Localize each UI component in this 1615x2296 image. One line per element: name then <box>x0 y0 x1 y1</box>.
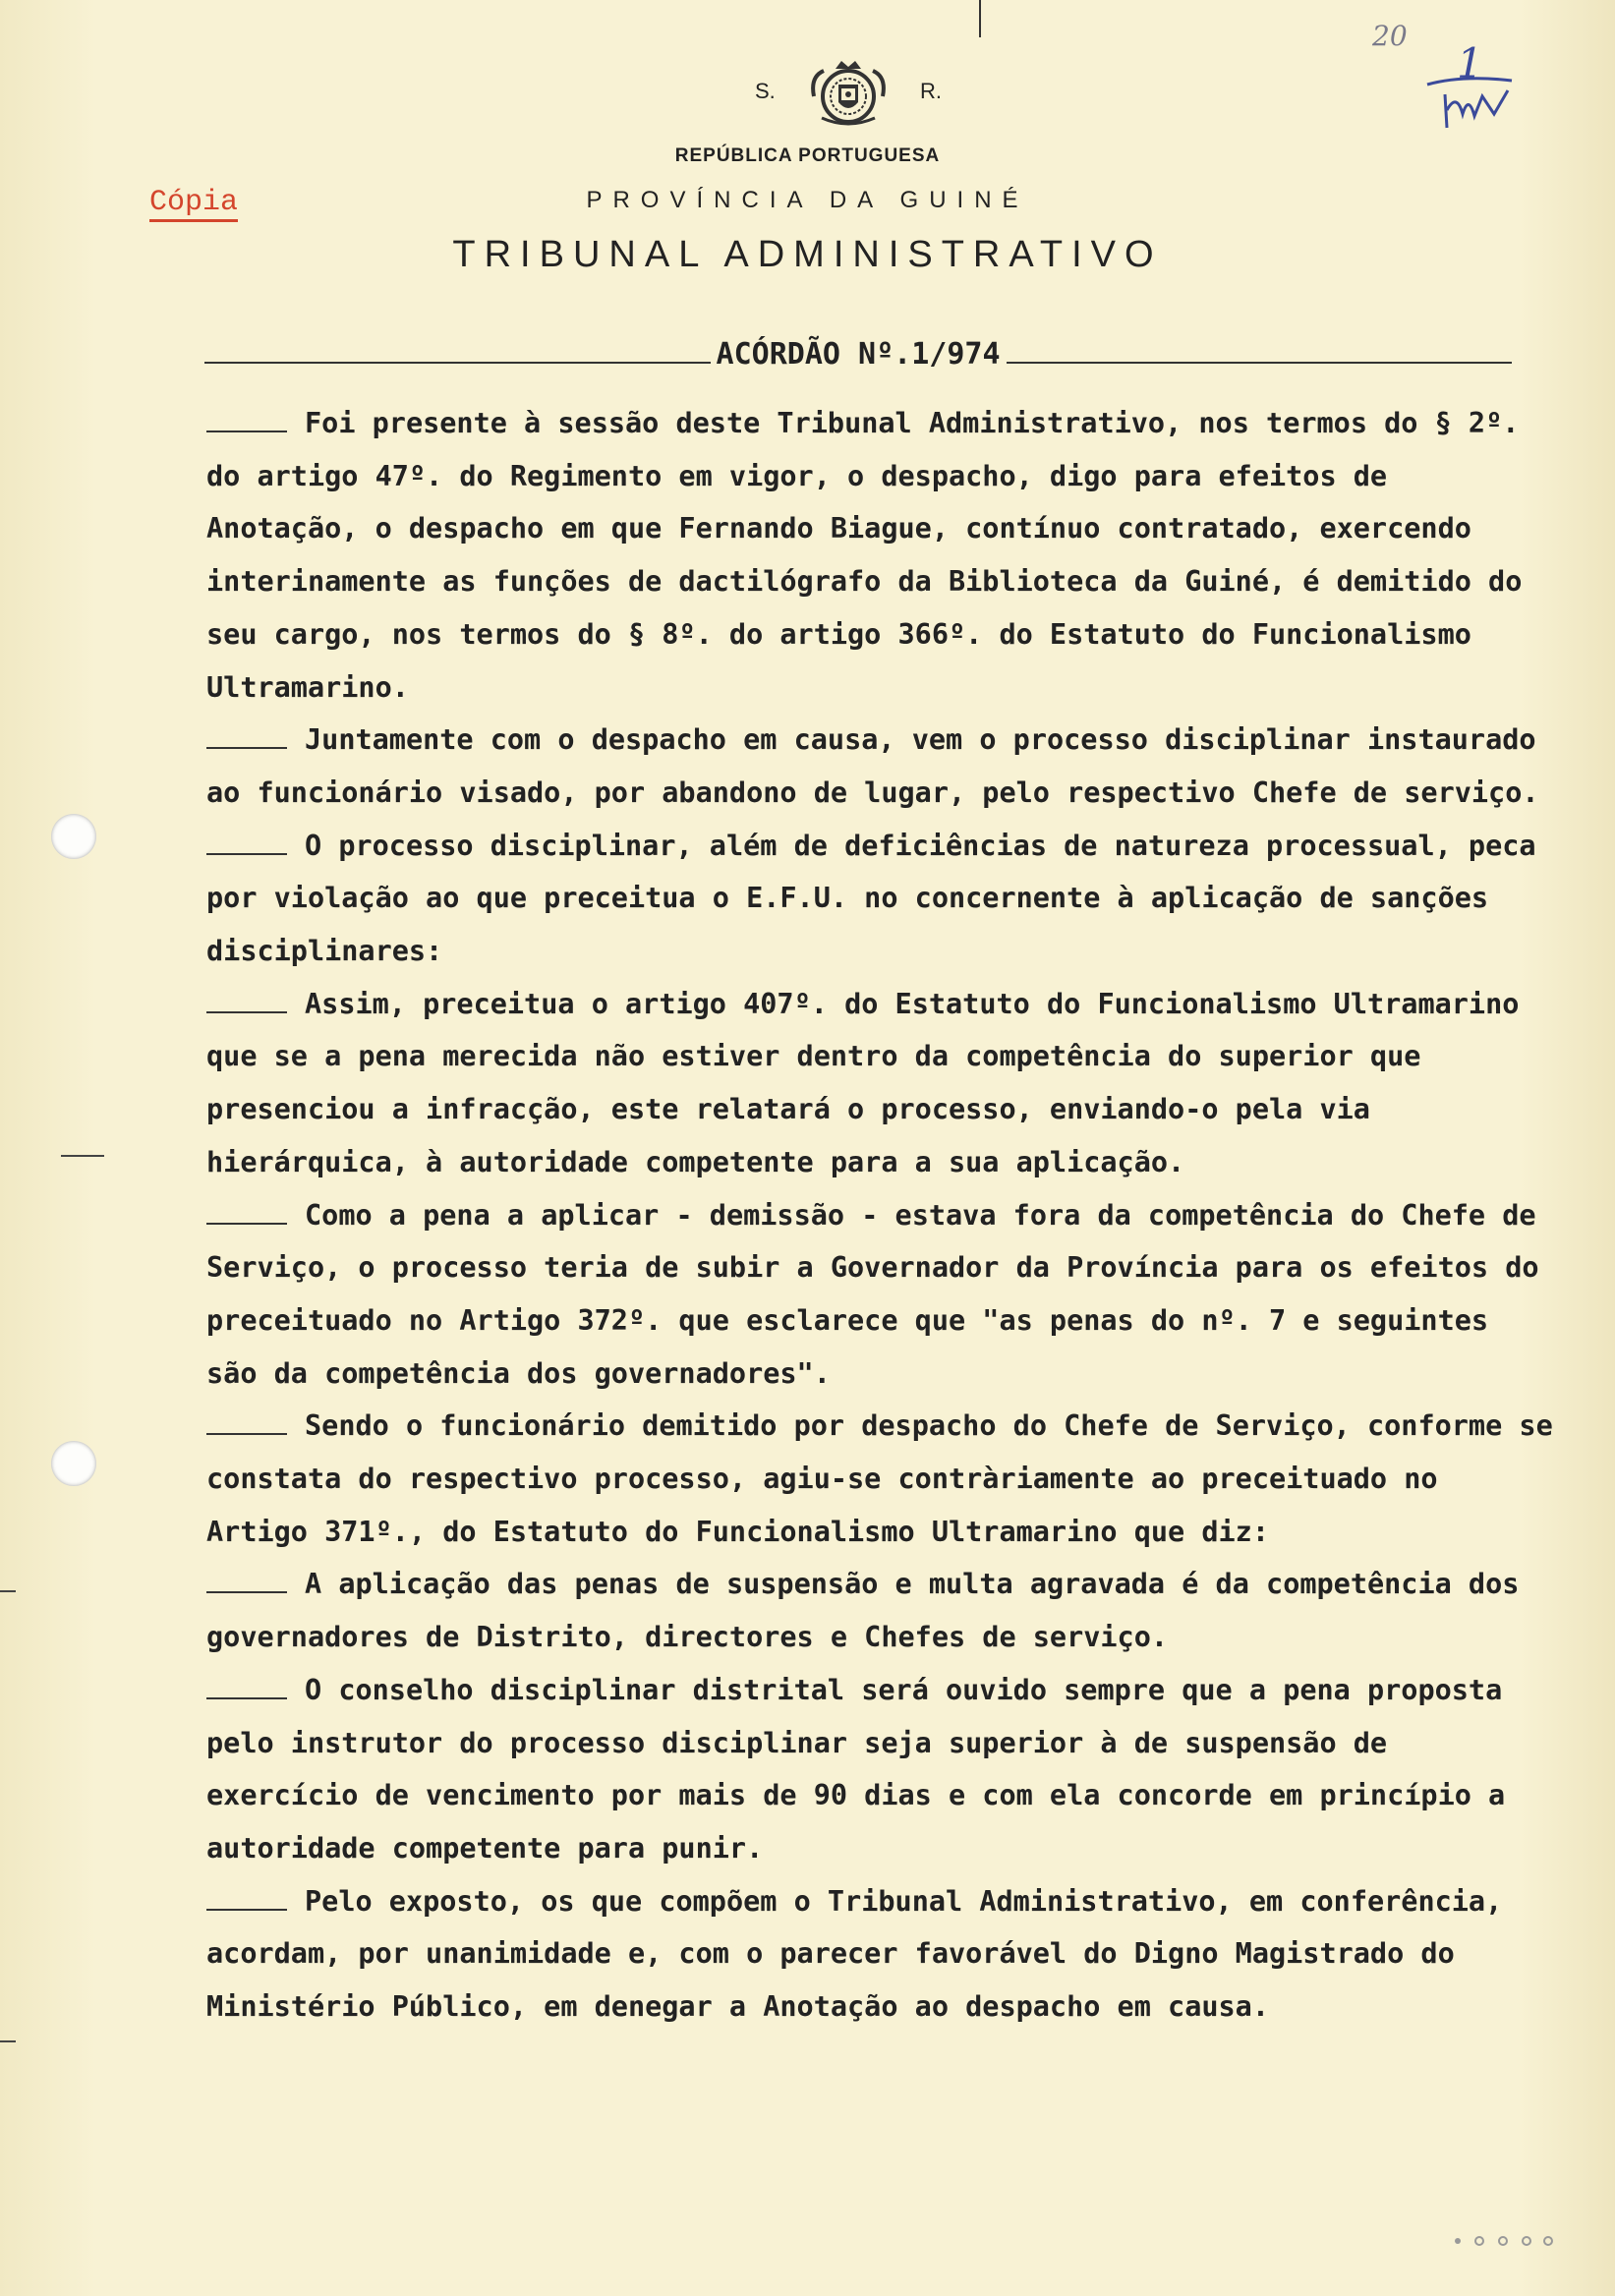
province-name: PROVÍNCIA DA GUINÉ <box>586 187 1029 213</box>
coat-of-arms-icon <box>806 57 891 130</box>
paragraph-lead-rule <box>206 1889 287 1911</box>
paragraph <box>206 820 1553 978</box>
paragraph-lead-rule <box>206 992 287 1013</box>
paragraph-text: Como a pena a aplicar - demissão - estava fora da competência do Chefe de Serviço, o processo teria de subir a Governador da Província para os efeitos do preceituado no Artigo 372º. que esclarece que "as penas do nº. 7 e seguintes são da competência dos governadores". <box>206 1198 1539 1390</box>
top-tick-mark <box>979 0 981 37</box>
tribunal-name: TRIBUNAL ADMINISTRATIVO <box>452 234 1163 275</box>
paragraph-lead-rule <box>206 1572 287 1593</box>
paragraph-text: Juntamente com o despacho em causa, vem o processo disciplinar instaurado ao funcionário visado, por abandono de lugar, pelo respectivo Chefe de serviço. <box>206 723 1539 809</box>
document-title: ACÓRDÃO Nº.1/974 <box>716 337 1001 372</box>
paragraph-lead-rule <box>206 1678 287 1699</box>
margin-edge-mark <box>0 1590 16 1592</box>
paragraph-lead-rule <box>206 727 287 749</box>
copy-stamp: Cópia <box>149 187 238 222</box>
republic-name: REPÚBLICA PORTUGUESA <box>674 145 941 166</box>
paragraph <box>206 1189 1553 1401</box>
punch-hole-upper <box>51 814 96 859</box>
paragraph <box>206 397 1553 714</box>
bottom-stamp-marks-icon <box>1448 2231 1556 2251</box>
paragraph <box>206 1875 1553 2034</box>
document-title-line <box>204 332 1512 372</box>
header-s-letter: S. <box>755 79 776 103</box>
paragraph-text: O processo disciplinar, além de deficiências de natureza processual, peca por violação ao que preceitua o E.F.U. no concernente à aplicação de sanções disciplinares: <box>206 829 1536 968</box>
paragraph-text: Foi presente à sessão deste Tribunal Administrativo, nos termos do § 2º. do artigo 47º. do Regimento em vigor, o despacho, digo para efeitos de Anotação, o despacho em que Fernando Biague, contínuo contratado, exercendo interinamente as funções de dactilógrafo da Biblioteca da Guiné, é demitido do seu cargo, nos termos do § 8º. do artigo 366º. do Estatuto do Funcionalismo Ultramarino. <box>206 407 1523 704</box>
paragraph-text: Pelo exposto, os que compõem o Tribunal Administrativo, em conferência, acordam, por unanimidade e, com o parecer favorável do Digno Magistrado do Ministério Público, em denegar a Anotação ao despacho em causa. <box>206 1884 1503 2024</box>
paragraph <box>206 1664 1553 1875</box>
paragraph-lead-rule <box>206 1203 287 1225</box>
title-rule-left <box>204 362 711 364</box>
document-body <box>206 397 1553 2034</box>
paragraph <box>206 978 1553 1189</box>
paragraph-lead-rule <box>206 411 287 432</box>
paragraph-text: A aplicação das penas de suspensão e multa agravada é da competência dos governadores de Distrito, directores e Chefes de serviço. <box>206 1568 1520 1654</box>
punch-hole-lower <box>51 1441 96 1486</box>
paragraph-text: Assim, preceitua o artigo 407º. do Estatuto do Funcionalismo Ultramarino que se a pena merecida não estiver dentro da competência do superior que presenciou a infracção, este relatará o processo, enviando-o pela via hierárquica, à autoridade competente para a sua aplicação. <box>206 987 1520 1178</box>
title-rule-right <box>1007 362 1513 364</box>
handwritten-page-number: 20 <box>1372 20 1408 52</box>
handwritten-folio-mark: 1 <box>1457 39 1483 87</box>
margin-fold-mark <box>61 1155 104 1157</box>
paragraph-text: O conselho disciplinar distrital será ouvido sempre que a pena proposta pelo instrutor do processo disciplinar seja superior à de suspensão de exercício de vencimento por mais de 90 dias e com ela concorde em princípio a autoridade competente para punir. <box>206 1673 1506 1865</box>
paragraph <box>206 1400 1553 1558</box>
paragraph-text: Sendo o funcionário demitido por despacho do Chefe de Serviço, conforme se constata do respectivo processo, agiu-se contràriamente ao preceituado no Artigo 371º., do Estatuto do Funcionalismo Ultramarino que diz: <box>206 1409 1553 1548</box>
paragraph-lead-rule <box>206 1413 287 1435</box>
paragraph <box>206 1558 1553 1663</box>
header-r-letter: R. <box>920 79 942 103</box>
paragraph-lead-rule <box>206 833 287 855</box>
paragraph <box>206 714 1553 819</box>
margin-edge-mark <box>0 2040 16 2042</box>
